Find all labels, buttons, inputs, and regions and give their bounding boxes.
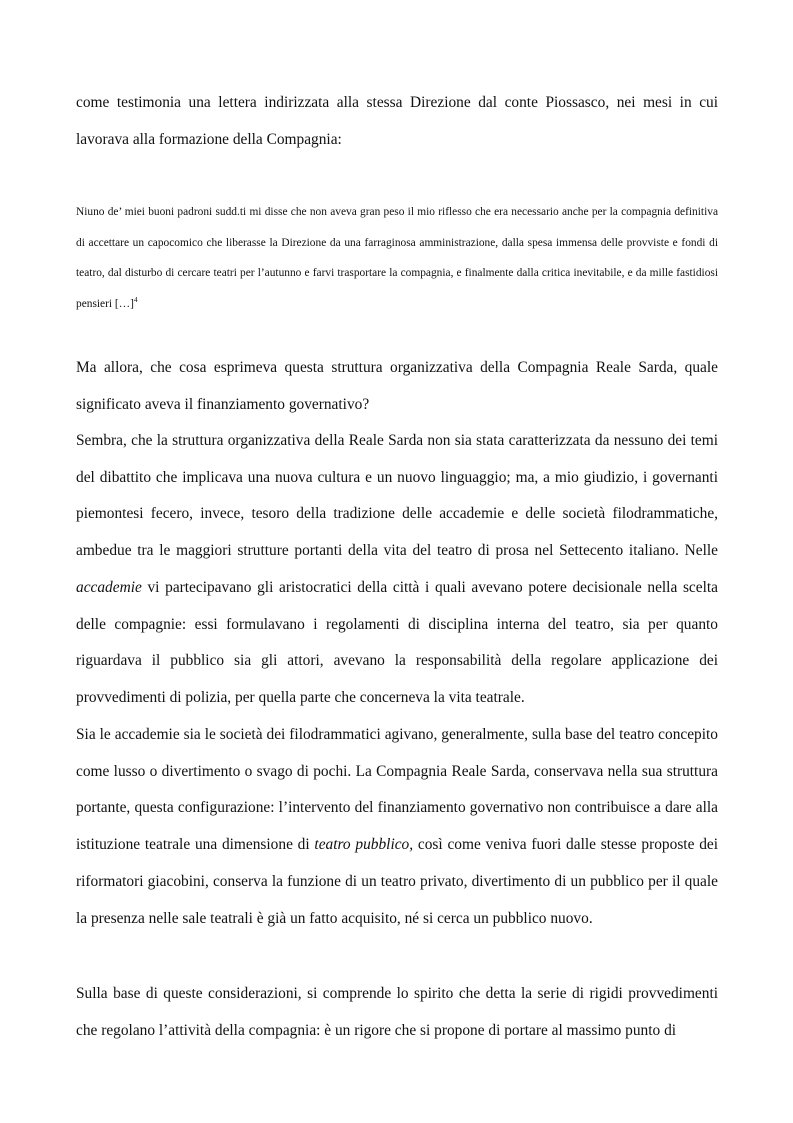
paragraph-intro: come testimonia una lettera indirizzata alla stessa Direzione dal conte Piossasco, nei mesi in cui lavorava alla formazione della Compagnia: bbox=[76, 94, 718, 148]
paragraph-filodrammatici-text-after: così come veniva fuori dalle stesse proposte dei riformatori giacobini, conserva la funzione di un teatro privato, divertimento di un pubblico per il quale la presenza nelle sale teatrali è già un fatto acquisito, né si cerca un pubblico nuovo. bbox=[76, 836, 718, 927]
paragraph-accademie-text-after: vi partecipavano gli aristocratici della città i quali avevano potere decisionale nella scelta delle compagnie: essi formulavano i regolamenti di disciplina interna del teatro, sia per quanto riguardava il pubblico sia gli attori, avevano la responsabilità della regolare applicazione dei provvedimenti di polizia, per quella parte che concerneva la vita teatrale. bbox=[76, 578, 718, 706]
paragraph-filodrammatici bbox=[76, 717, 718, 937]
paragraph-accademie-text-before: Sembra, che la struttura organizzativa della Reale Sarda non sia stata caratterizzata da nessuno dei temi del dibattito che implicava una nuova cultura e un nuovo linguaggio; ma, a mio giudizio, i governanti piemontesi fecero, invece, tesoro della tradizione delle accademie e delle società filodrammatiche, ambedue tra le maggiori strutture portanti della vita del teatro di prosa nel Settecento italiano. Nelle bbox=[76, 432, 718, 560]
footnote-reference: 4 bbox=[133, 295, 138, 305]
block-quote bbox=[76, 197, 718, 320]
paragraph-accademie bbox=[76, 423, 718, 717]
italic-teatro-pubblico: teatro pubblico, bbox=[314, 836, 414, 854]
italic-accademie: accademie bbox=[76, 578, 142, 596]
paragraph-question: Ma allora, che cosa esprimeva questa struttura organizzativa della Compagnia Reale Sarda, quale significato aveva il finanziamento governativo? bbox=[76, 359, 718, 413]
paragraph-considerazioni: Sulla base di queste considerazioni, si comprende lo spirito che detta la serie di rigidi provvedimenti che regolano l’attività della compagnia: è un rigore che si propone di portare al massimo punto di bbox=[76, 985, 718, 1039]
quote-text: Niuno de’ miei buoni padroni sudd.ti mi disse che non aveva gran peso il mio riflesso che era necessario anche per la compagnia definitiva di accettare un capocomico che liberasse la Direzione da una farraginosa amministrazione, dalla spesa immensa delle provviste e fondi di teatro, dal disturbo di cercare teatri per l’autunno e farvi trasportare la compagnia, e finalmente dalla critica inevitabile, e da mille fastidiosi pensieri […] bbox=[76, 206, 718, 311]
paragraph-filodrammatici-text-before: Sia le accademie sia le società dei filodrammatici agivano, generalmente, sulla base del teatro concepito come lusso o divertimento o svago di pochi. La Compagnia Reale Sarda, conservava nella sua struttura portante, questa configurazione: l’intervento del finanziamento governativo non contribuisce a dare alla istituzione teatrale una dimensione di bbox=[76, 726, 718, 854]
